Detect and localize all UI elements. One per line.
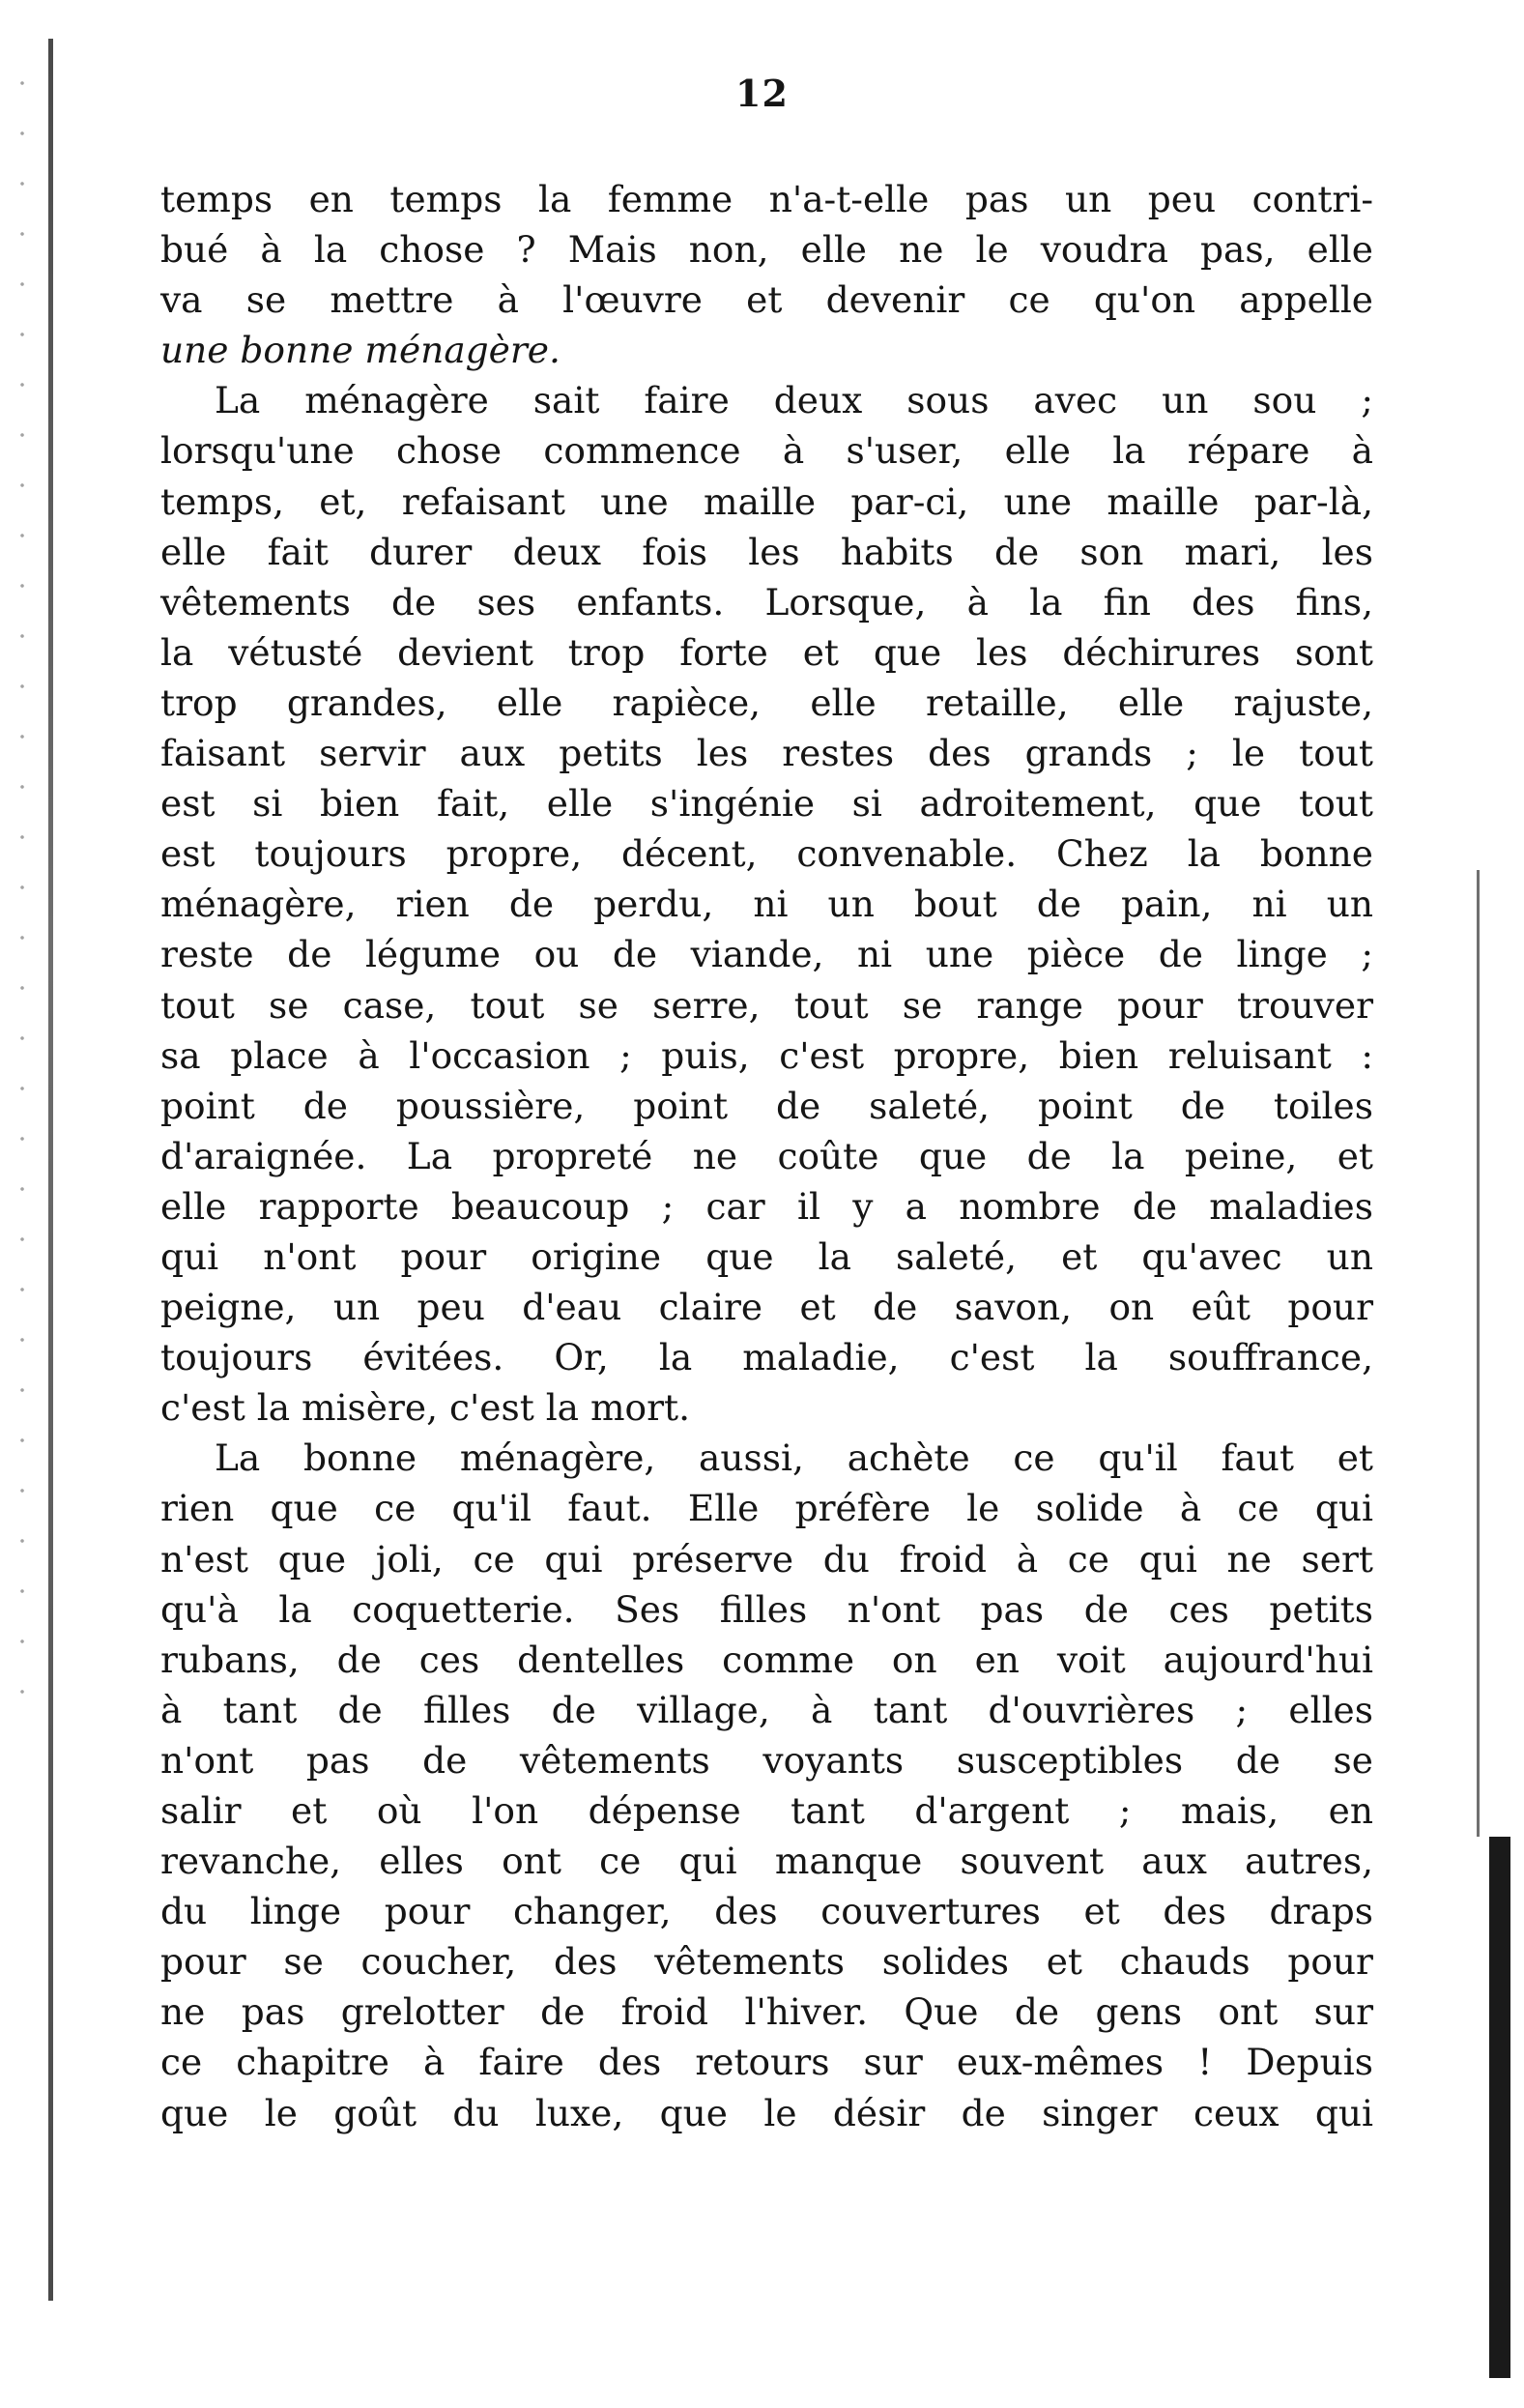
- text-line: ménagère, rien de perdu, ni un bout de pain, ni un: [160, 883, 1373, 926]
- text-line: rubans, de ces dentelles comme on en voit aujourd'hui: [160, 1638, 1373, 1681]
- text-line: reste de légume ou de viande, ni une pièce de linge ;: [160, 933, 1373, 976]
- text-line: n'ont pas de vêtements voyants susceptibles de se: [160, 1738, 1373, 1782]
- right-edge-shadow: [1489, 1837, 1510, 2378]
- text-line: c'est la misère, c'est la mort.: [160, 1386, 691, 1430]
- text-line: est toujours propre, décent, convenable. Chez la bonne: [160, 832, 1373, 876]
- text-line: n'est que joli, ce qui préserve du froid à ce qui ne sert: [160, 1537, 1373, 1581]
- text-line: qu'à la coquetterie. Ses filles n'ont pas de ces petits: [160, 1587, 1373, 1631]
- text-line: tout se case, tout se serre, tout se range pour trouver: [160, 983, 1373, 1027]
- binding-edge-shadow: [48, 39, 53, 2301]
- text-line: la vétusté devient trop forte et que les déchirures sont: [160, 630, 1373, 674]
- text-line: d'araignée. La propreté ne coûte que de la peine, et: [160, 1134, 1373, 1177]
- text-line: La ménagère sait faire deux sous avec un sou ;: [215, 379, 1373, 422]
- text-line: elle rapporte beaucoup ; car il y a nombre de maladies: [160, 1184, 1373, 1228]
- text-line: temps, et, refaisant une maille par-ci, une maille par-là,: [160, 479, 1373, 523]
- text-line: va se mettre à l'œuvre et devenir ce qu'on appelle: [160, 278, 1373, 322]
- scan-margin-specks: [8, 58, 37, 1701]
- text-line: vêtements de ses enfants. Lorsque, à la fin des fins,: [160, 580, 1373, 624]
- text-line: du linge pour changer, des couvertures et des draps: [160, 1890, 1373, 1933]
- text-line: qui n'ont pour origine que la saleté, et qu'avec un: [160, 1234, 1373, 1278]
- right-margin-rule: [1477, 870, 1480, 1837]
- text-line: revanche, elles ont ce qui manque souvent aux autres,: [160, 1840, 1373, 1883]
- text-line: faisant servir aux petits les restes des grands ; le tout: [160, 732, 1373, 775]
- text-line: [160, 325, 1373, 375]
- text-line: que le goût du luxe, que le désir de singer ceux qui: [160, 2091, 1373, 2134]
- text-line: lorsqu'une chose commence à s'user, elle la répare à: [160, 429, 1373, 473]
- text-line: sa place à l'occasion ; puis, c'est propre, bien reluisant :: [160, 1033, 1373, 1077]
- text-line: bué à la chose ? Mais non, elle ne le voudra pas, elle: [160, 228, 1373, 272]
- text-line: rien que ce qu'il faut. Elle préfère le solide à ce qui: [160, 1487, 1373, 1530]
- text-line: toujours évitées. Or, la maladie, c'est la souffrance,: [160, 1336, 1373, 1379]
- text-line: La bonne ménagère, aussi, achète ce qu'il faut et: [215, 1436, 1373, 1480]
- text-line: peigne, un peu d'eau claire et de savon, on eût pour: [160, 1286, 1373, 1329]
- body-text: [160, 174, 1373, 2138]
- italic-phrase: une bonne ménagère.: [160, 329, 561, 372]
- text-line: salir et où l'on dépense tant d'argent ; mais, en: [160, 1789, 1373, 1832]
- text-line: ce chapitre à faire des retours sur eux-mêmes ! Depuis: [160, 2041, 1373, 2084]
- text-line: pour se coucher, des vêtements solides et chauds pour: [160, 1940, 1373, 1984]
- page-number: 12: [735, 72, 789, 115]
- text-line: elle fait durer deux fois les habits de son mari, les: [160, 530, 1373, 573]
- text-line: trop grandes, elle rapièce, elle retaille, elle rajuste,: [160, 681, 1373, 724]
- text-line: est si bien fait, elle s'ingénie si adroitement, que tout: [160, 782, 1373, 826]
- text-line: ne pas grelotter de froid l'hiver. Que de gens ont sur: [160, 1990, 1373, 2034]
- text-line: temps en temps la femme n'a-t-elle pas un peu contri-: [160, 178, 1373, 220]
- text-line: point de poussière, point de saleté, point de toiles: [160, 1084, 1373, 1127]
- text-line: à tant de filles de village, à tant d'ouvrières ; elles: [160, 1688, 1373, 1731]
